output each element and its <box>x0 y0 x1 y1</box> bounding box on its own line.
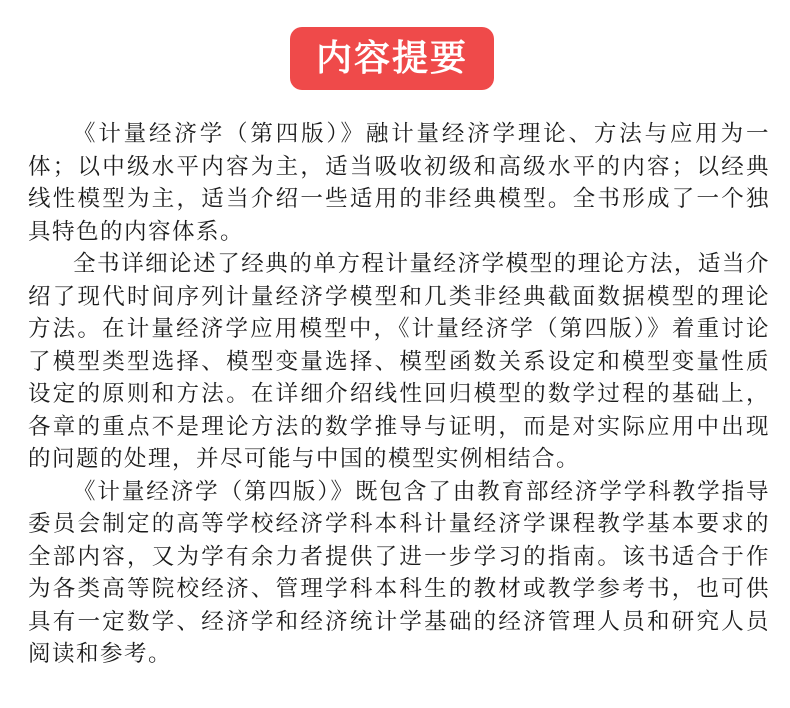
summary-paragraph: 《计量经济学（第四版）》既包含了由教育部经济学学科教学指导委员会制定的高等学校经济学科本科计量经济学课程教学基本要求的全部内容，又为学有余力者提供了进一步学习的指南。该书适合于作为各类高等院校经济、管理学科本科生的教材或教学参考书，也可供具有一定数学、经济学和经济统计学基础的经济管理人员和研究人员阅读和参考。 <box>28 478 770 667</box>
summary-paragraph: 全书详细论述了经典的单方程计量经济学模型的理论方法，适当介绍了现代时间序列计量经济学模型和几类非经典截面数据模型的理论方法。在计量经济学应用模型中，《计量经济学（第四版）》着重讨论了模型类型选择、模型变量选择、模型函数关系设定和模型变量性质设定的原则和方法。在详细介绍线性回归模型的数学过程的基础上，各章的重点不是理论方法的数学推导与证明，而是对实际应用中出现的问题的处理，并尽可能与中国的模型实例相结合。 <box>28 251 770 472</box>
summary-text-body <box>28 118 770 671</box>
summary-paragraph: 《计量经济学（第四版）》融计量经济学理论、方法与应用为一体；以中级水平内容为主，适当吸收初级和高级水平的内容；以经典线性模型为主，适当介绍一些适用的非经典模型。全书形成了一个独具特色的内容体系。 <box>28 121 770 245</box>
section-title-badge: 内容提要 <box>290 27 494 90</box>
